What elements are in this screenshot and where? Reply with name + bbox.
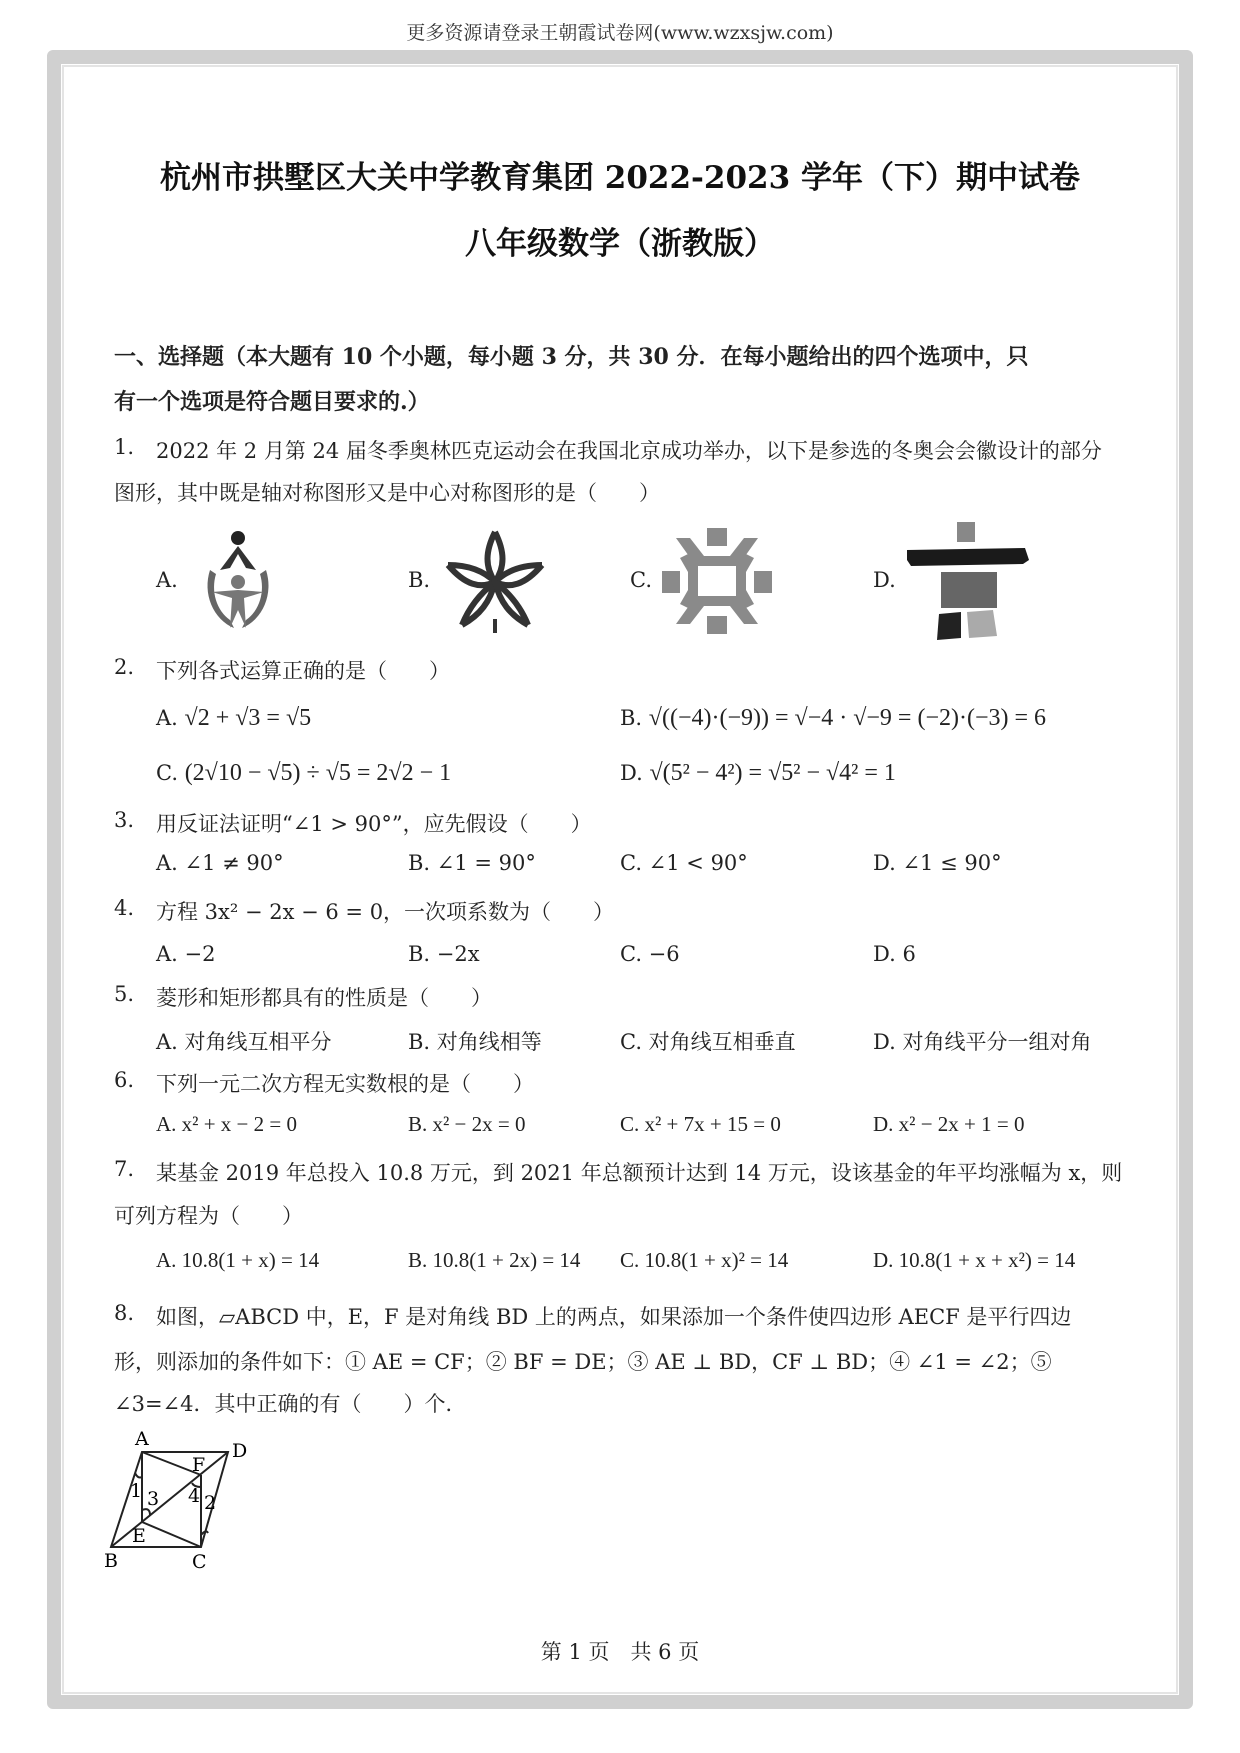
q4-option-c: C. −6: [620, 942, 680, 966]
q4-number: 4.: [114, 896, 135, 920]
label-c: C: [192, 1551, 207, 1573]
q5-option-d: D. 对角线平分一组对角: [873, 1030, 1092, 1054]
q8-number: 8.: [114, 1301, 135, 1325]
q4-option-d: D. 6: [873, 942, 916, 966]
q5-option-c: C. 对角线互相垂直: [620, 1030, 796, 1054]
q5-option-a: A. 对角线互相平分: [156, 1030, 332, 1054]
exam-subtitle: 八年级数学（浙教版）: [465, 226, 775, 262]
q2-option-b-label: B.: [620, 706, 643, 730]
q2-option-c-label: C.: [156, 761, 178, 785]
label-b: B: [104, 1550, 118, 1572]
q2-text: 下列各式运算正确的是（ ）: [156, 659, 450, 683]
angle-4: 4: [188, 1485, 201, 1507]
q4-option-b: B. −2x: [408, 942, 480, 966]
q6-option-c: C. x² + 7x + 15 = 0: [620, 1112, 781, 1136]
q5-option-b: B. 对角线相等: [408, 1030, 542, 1054]
q4-text: 方程 3x² − 2x − 6 = 0，一次项系数为（ ）: [156, 900, 615, 924]
angle-1: 1: [130, 1480, 143, 1502]
q2-option-b-math: √((−4)·(−9)) = √−4 · √−9 = (−2)·(−3) = 6: [648, 705, 1047, 731]
angle-2: 2: [204, 1492, 217, 1514]
q8-text-cont2: ∠3=∠4．其中正确的有（ ）个．: [114, 1392, 467, 1416]
label-e: E: [132, 1525, 146, 1547]
q3-option-c: C. ∠1 < 90°: [620, 851, 748, 875]
label-a: A: [135, 1428, 149, 1450]
emblem-d-inukshuk: [905, 520, 1030, 642]
q1-option-c: C.: [630, 568, 652, 592]
q7-number: 7.: [114, 1157, 135, 1181]
q6-option-d: D. x² − 2x + 1 = 0: [873, 1112, 1025, 1136]
label-d: D: [232, 1440, 248, 1462]
emblem-a-people: [190, 530, 286, 630]
q2-option-a-math: √2 + √3 = √5: [184, 705, 312, 731]
q2-option-c-math: (2√10 − √5) ÷ √5 = 2√2 − 1: [184, 760, 452, 786]
q1-option-a: A.: [156, 568, 178, 592]
q3-text: 用反证法证明“∠1 > 90°”，应先假设（ ）: [156, 812, 592, 836]
q1-number: 1.: [114, 435, 135, 459]
emblem-c-squares: [662, 528, 772, 634]
q1-option-b: B.: [408, 568, 431, 592]
q2-option-a-label: A.: [156, 706, 178, 730]
q5-text: 菱形和矩形都具有的性质是（ ）: [156, 986, 492, 1010]
q3-number: 3.: [114, 808, 135, 832]
angle-3: 3: [147, 1488, 160, 1510]
emblem-b-snowflake: [440, 527, 550, 635]
q6-option-b: B. x² − 2x = 0: [408, 1112, 526, 1136]
q2-number: 2.: [114, 655, 135, 679]
q1-text: 2022 年 2 月第 24 届冬季奥林匹克运动会在我国北京成功举办，以下是参选的冬奥会会徽设计的部分: [156, 439, 1102, 463]
section-heading-cont: 有一个选项是符合题目要求的.）: [114, 389, 430, 415]
exam-title: 杭州市拱墅区大关中学教育集团 2022-2023 学年（下）期中试卷: [159, 160, 1080, 196]
q6-option-a: A. x² + x − 2 = 0: [156, 1112, 297, 1136]
q2-option-d: [620, 760, 896, 787]
q8-text-cont: 形，则添加的条件如下：① AE = CF；② BF = DE；③ AE ⊥ BD，CF ⊥ BD；④ ∠1 = ∠2；⑤: [114, 1350, 1052, 1374]
q8-text: 如图，▱ABCD 中，E，F 是对角线 BD 上的两点，如果添加一个条件使四边形 AECF 是平行四边: [156, 1305, 1072, 1329]
section-heading: 一、选择题（本大题有 10 个小题，每小题 3 分，共 30 分．在每小题给出的四个选项中，只: [114, 344, 1029, 370]
q7-option-d: D. 10.8(1 + x + x²) = 14: [873, 1248, 1076, 1272]
q7-text-cont: 可列方程为（ ）: [114, 1204, 303, 1228]
q2-option-d-math: √(5² − 4²) = √5² − √4² = 1: [649, 760, 896, 786]
page-footer: 第 1 页 共 6 页: [540, 1640, 700, 1664]
q7-option-a: A. 10.8(1 + x) = 14: [156, 1248, 320, 1272]
q7-option-b: B. 10.8(1 + 2x) = 14: [408, 1248, 581, 1272]
parallelogram-figure: [100, 1425, 260, 1590]
q2-option-a: [156, 705, 311, 732]
q7-option-c: C. 10.8(1 + x)² = 14: [620, 1248, 789, 1272]
q7-text: 某基金 2019 年总投入 10.8 万元，到 2021 年总额预计达到 14 万元，设该基金的年平均涨幅为 x，则: [156, 1161, 1123, 1185]
label-f: F: [192, 1454, 206, 1476]
q6-text: 下列一元二次方程无实数根的是（ ）: [156, 1072, 534, 1096]
q3-option-d: D. ∠1 ≤ 90°: [873, 851, 1002, 875]
q2-option-d-label: D.: [620, 761, 643, 785]
q3-option-a: A. ∠1 ≠ 90°: [156, 851, 284, 875]
q1-text-cont: 图形，其中既是轴对称图形又是中心对称图形的是（ ）: [114, 481, 660, 505]
q3-option-b: B. ∠1 = 90°: [408, 851, 536, 875]
header-note: 更多资源请登录王朝霞试卷网(www.wzxsjw.com): [406, 22, 834, 44]
q5-number: 5.: [114, 982, 135, 1006]
q2-option-c: [156, 760, 451, 787]
q2-option-b: [620, 705, 1046, 732]
q1-option-d: D.: [873, 568, 896, 592]
q4-option-a: A. −2: [156, 942, 216, 966]
q6-number: 6.: [114, 1068, 135, 1092]
